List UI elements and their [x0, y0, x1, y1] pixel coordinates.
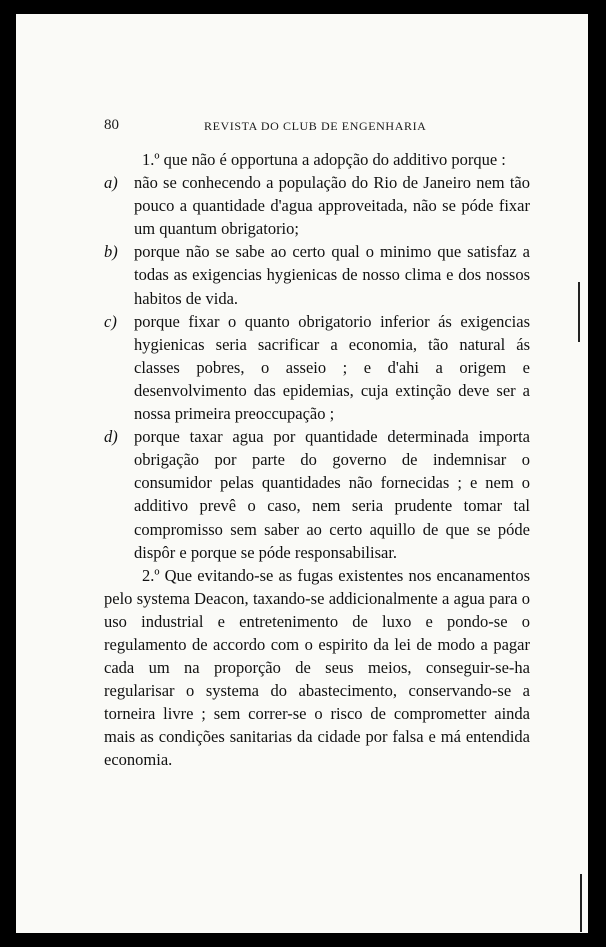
item-label: d): [104, 427, 118, 447]
page-number: 80: [104, 117, 119, 133]
list-item-a: [104, 171, 530, 240]
intro-paragraph: 1.º que não é opportuna a adopção do additivo porque :: [142, 150, 506, 169]
page-edge-mark: [580, 874, 582, 932]
list-item-d: [104, 425, 530, 564]
item-text: porque fixar o quanto obrigatorio inferior ás exigencias hygienicas seria sacrificar a economia, tão natural ás classes pobres, o asseio ; e d'ahi a origem e desenvolvimento das epidemias, cuja extinção deve ser a nossa primeira preoccupação ;: [134, 311, 530, 424]
item-label: c): [104, 311, 117, 331]
second-point-paragraph: 2.º Que evitando-se as fugas existentes nos encanamentos pelo systema Deacon, taxando-se addicionalmente a agua para o uso industrial e entretenimento de luxo e pondo-se o regulamento de accordo com o espirito da lei de modo a pagar cada um na proporção de seus meios, conseguir-se-ha regularisar o systema do abastecimento, conservando-se a torneira livre ; sem correr-se o risco de comprometter ainda mais as condições sanitarias da cidade por falsa e má entendida economia.: [104, 565, 530, 770]
body-text: [104, 148, 530, 772]
item-text: não se conhecendo a população do Rio de Janeiro nem tão pouco a quantidade d'agua approveitada, não se póde fixar um quantum obrigatorio;: [134, 173, 530, 239]
book-page: [16, 14, 588, 933]
journal-title: REVISTA DO CLUB DE ENGENHARIA: [204, 119, 427, 133]
list-item-c: [104, 310, 530, 425]
item-text: porque não se sabe ao certo qual o minimo que satisfaz a todas as exigencias hygienicas de nosso clima e dos nossos habitos de vida.: [134, 242, 530, 308]
list-item-b: [104, 240, 530, 309]
item-label: a): [104, 173, 118, 193]
page-edge-mark: [578, 282, 580, 342]
item-label: b): [104, 242, 118, 262]
item-text: porque taxar agua por quantidade determinada importa obrigação por parte do governo de indemnisar o consumidor pelas quantidades não fornecidas ; e nem o additivo prevê o caso, nem seria prudente tomar tal compromisso sem saber ao certo aquillo de que se póde dispôr e porque se póde responsabilisar.: [134, 427, 530, 562]
